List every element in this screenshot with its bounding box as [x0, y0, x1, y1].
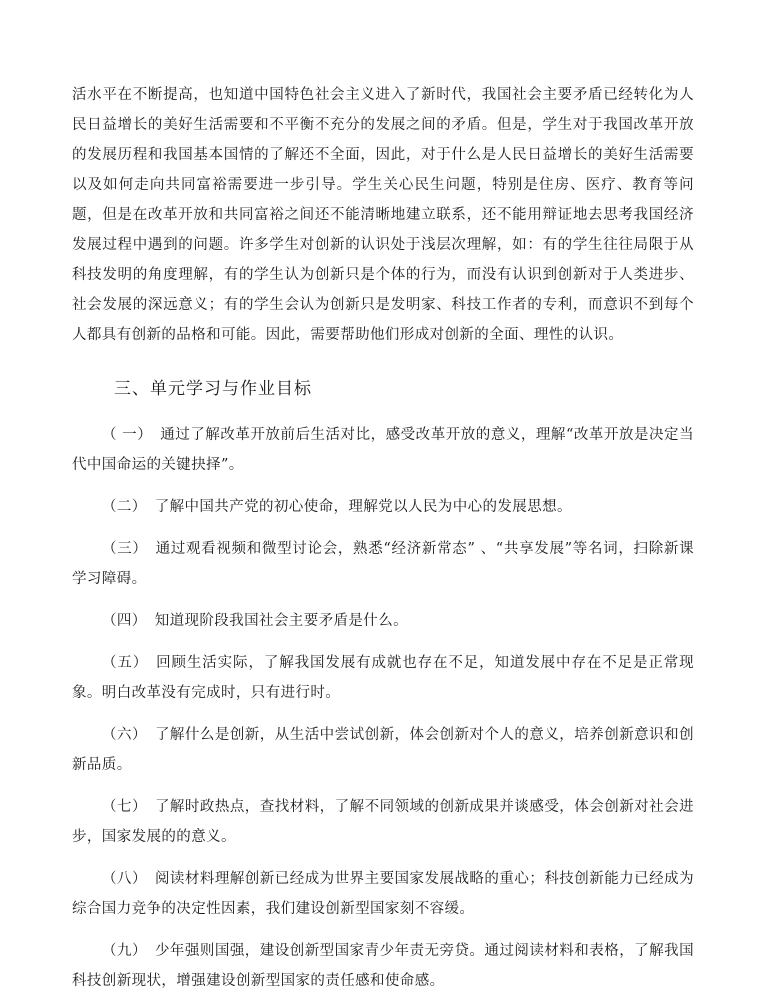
objective-text: 通过了解改革开放前后生活对比，感受改革开放的意义，理解“改革开放是决定当代中国命运的关键抉择”。: [72, 427, 694, 473]
objective-item: [72, 492, 694, 522]
objectives-list: [72, 420, 694, 996]
objective-item: [72, 534, 694, 594]
objective-text: 通过观看视频和微型讨论会，熟悉“经济新常态” 、“共享发展”等名词，扫除新课学习障碍。: [72, 541, 694, 587]
objective-text: 了解什么是创新，从生活中尝试创新，体会创新对个人的意义，培养创新意识和创新品质。: [72, 727, 694, 773]
section-heading: 三、单元学习与作业目标: [114, 379, 312, 399]
objective-number: （三）: [102, 541, 148, 557]
objective-number: （二）: [102, 499, 147, 515]
objective-number: （九）: [102, 943, 147, 959]
objective-text: 阅读材料理解创新已经成为世界主要国家发展战略的重心；科技创新能力已经成为综合国力竞争的决定性因素，我们建设创新型国家刻不容缓。: [72, 871, 694, 917]
document-page: [72, 80, 694, 1008]
intro-paragraph: 活水平在不断提高，也知道中国特色社会主义进入了新时代，我国社会主要矛盾已经转化为人民日益增长的美好生活需要和不平衡不充分的发展之间的矛盾。但是，学生对于我国改革开放的发展历程和我国基本国情的了解还不全面，因此，对于什么是人民日益增长的美好生活需要以及如何走向共同富裕需要进一步引导。学生关心民生问题，特别是住房、医疗、教育等问题，但是在改革开放和共同富裕之间还不能清晰地建立联系，还不能用辩证地去思考我国经济发展过程中遇到的问题。许多学生对创新的认识处于浅层次理解，如：有的学生往往局限于从科技发明的角度理解，有的学生认为创新只是个体的行为，而没有认识到创新对于人类进步、社会发展的深远意义；有的学生会认为创新只是发明家、科技工作者的专利，而意识不到每个人都具有创新的品格和可能。因此，需要帮助他们形成对创新的全面、理性的认识。: [72, 87, 694, 343]
objective-text: 知道现阶段我国社会主要矛盾是什么。: [154, 613, 409, 629]
objective-number: （六）: [102, 727, 147, 743]
objective-item: [72, 606, 694, 636]
objective-item: [72, 420, 694, 480]
objective-number: （七）: [102, 799, 147, 815]
objective-item: [72, 720, 694, 780]
objective-item: [72, 792, 694, 852]
objective-number: （四）: [102, 613, 147, 629]
objective-number: （八）: [102, 871, 147, 887]
objective-number: （ 一）: [102, 427, 153, 443]
objective-item: [72, 864, 694, 924]
objective-text: 了解时政热点，查找材料，了解不同领域的创新成果并谈感受，体会创新对社会进步，国家发展的的意义。: [72, 799, 694, 845]
objective-item: [72, 648, 694, 708]
objective-item: [72, 936, 694, 996]
objective-text: 少年强则国强，建设创新型国家青少年责无旁贷。通过阅读材料和表格，了解我国科技创新现状，增强建设创新型国家的责任感和使命感。: [72, 943, 694, 989]
objective-text: 了解中国共产党的初心使命，理解党以人民为中心的发展思想。: [154, 499, 572, 515]
objective-text: 回顾生活实际，了解我国发展有成就也存在不足，知道发展中存在不足是正常现象。明白改革没有完成时，只有进行时。: [72, 655, 695, 701]
objective-number: （五）: [102, 655, 149, 671]
